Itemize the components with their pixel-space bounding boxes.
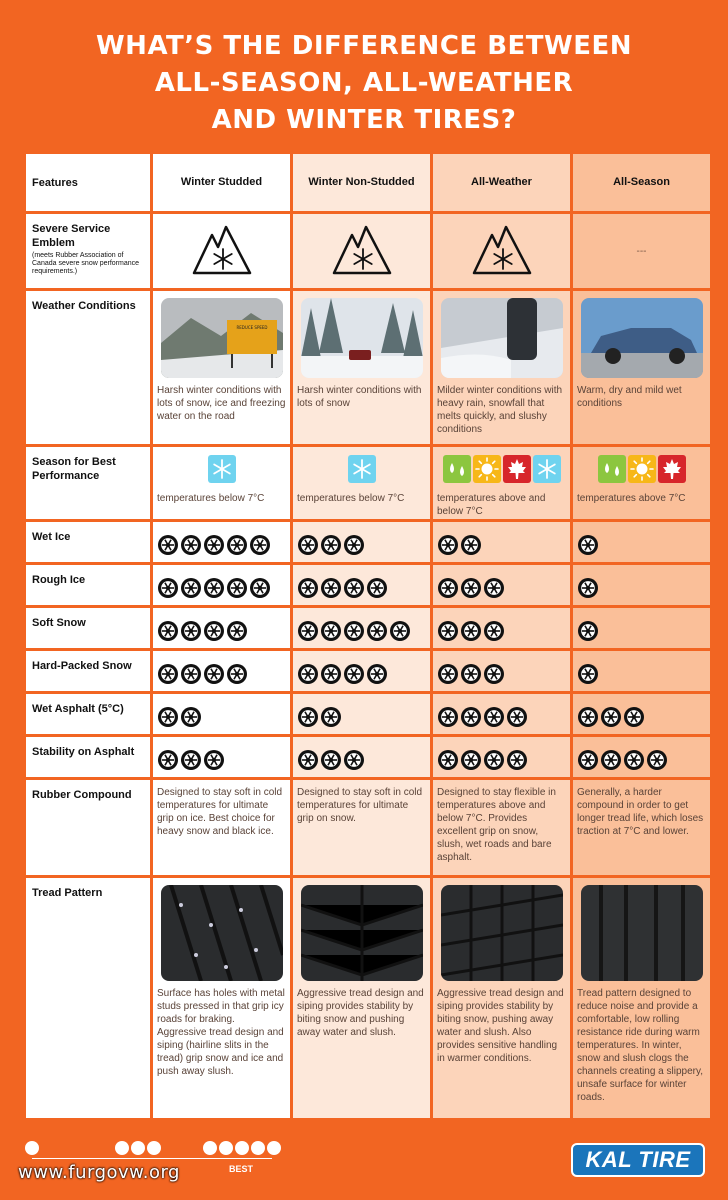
rating-c1 <box>153 737 290 777</box>
compound-c3: Designed to stay flexible in temperatures above and below 7°C. Provides excellent grip on snow, slush, wet roads and bare asphalt. <box>433 780 570 875</box>
kal-tire-logo: KAL TIRE <box>571 1143 705 1177</box>
tire-icon <box>437 663 459 685</box>
rating-row-wet-asphalt <box>26 694 710 734</box>
tire-icon <box>577 577 599 599</box>
snowy-highway-photo <box>161 298 283 378</box>
rating-c2 <box>293 651 430 691</box>
tire-icon <box>157 534 179 556</box>
tire-icon <box>600 706 622 728</box>
tire-icon <box>218 1140 234 1156</box>
weather-c2-text: Harsh winter conditions with lots of snow <box>297 385 422 409</box>
tire-icon <box>343 620 365 642</box>
rating-label: Soft Snow <box>26 608 150 648</box>
weather-c3 <box>433 291 570 444</box>
tire-icon <box>114 1140 130 1156</box>
tire-icon <box>180 706 202 728</box>
tread-c2-text: Aggressive tread design and siping provides stability by biting snow and pushing away water and slush. <box>297 988 424 1038</box>
legend-best-label: BEST <box>229 1164 254 1174</box>
wet-slush-tire-photo <box>441 298 563 378</box>
tire-icon <box>460 749 482 771</box>
tire-icon <box>437 706 459 728</box>
season-c1-text: temperatures below 7°C <box>157 493 265 504</box>
tire-icon <box>343 577 365 599</box>
weather-c4 <box>573 291 710 444</box>
rating-row-hard-packed-snow <box>26 651 710 691</box>
rating-c3 <box>433 565 570 605</box>
tire-icon <box>297 663 319 685</box>
rating-c2 <box>293 737 430 777</box>
compound-row <box>26 780 710 875</box>
tire-icon <box>460 577 482 599</box>
tire-icon <box>180 749 202 771</box>
maple-leaf-icon <box>658 455 686 483</box>
season-label: Season for Best Performance <box>26 447 150 519</box>
tire-icon <box>203 534 225 556</box>
header-winter-non-studded: Winter Non-Studded <box>293 154 430 211</box>
compound-label: Rubber Compound <box>26 780 150 875</box>
tire-icon <box>366 577 388 599</box>
weather-c1-text: Harsh winter conditions with lots of snow, ice and freezing water on the road <box>157 385 286 422</box>
season-row <box>26 447 710 519</box>
tire-icon <box>226 534 248 556</box>
weather-c1 <box>153 291 290 444</box>
tire-icon <box>623 749 645 771</box>
tread-row <box>26 878 710 1118</box>
weather-c4-text: Warm, dry and mild wet conditions <box>577 385 682 409</box>
tire-icon <box>297 620 319 642</box>
rating-c4 <box>573 737 710 777</box>
tire-icon <box>297 534 319 556</box>
tire-icon <box>320 706 342 728</box>
sun-icon <box>628 455 656 483</box>
tire-icon <box>297 706 319 728</box>
tread-label: Tread Pattern <box>26 878 150 1118</box>
tire-icon <box>577 706 599 728</box>
tire-icon <box>146 1140 162 1156</box>
blue-car-photo <box>581 298 703 378</box>
snowflake-icon <box>533 455 561 483</box>
tire-icon <box>646 749 668 771</box>
tire-icon <box>157 577 179 599</box>
rating-c3 <box>433 737 570 777</box>
tire-icon <box>157 749 179 771</box>
tire-icon <box>577 534 599 556</box>
tire-icon <box>249 534 271 556</box>
comparison-table <box>23 151 713 1121</box>
season-icons-c2 <box>297 455 426 483</box>
legend-tire-group <box>24 1140 40 1161</box>
tire-icon <box>483 663 505 685</box>
tire-icon <box>366 620 388 642</box>
rating-label: Stability on Asphalt <box>26 737 150 777</box>
rating-c4 <box>573 565 710 605</box>
rating-c3 <box>433 522 570 562</box>
tire-icon <box>437 534 459 556</box>
season-c4 <box>573 447 710 519</box>
maple-leaf-icon <box>503 455 531 483</box>
tire-icon <box>577 749 599 771</box>
tire-icon <box>249 577 271 599</box>
weather-row <box>26 291 710 444</box>
tire-icon <box>460 620 482 642</box>
tire-icon <box>266 1140 282 1156</box>
tire-icon <box>320 577 342 599</box>
tire-icon <box>234 1140 250 1156</box>
tire-icon <box>460 534 482 556</box>
tire-icon <box>577 620 599 642</box>
emblem-label-cell <box>26 214 150 288</box>
raindrops-icon <box>598 455 626 483</box>
emblem-row <box>26 214 710 288</box>
mountain-snowflake-icon <box>331 222 393 276</box>
tread-c2 <box>293 878 430 1118</box>
tire-icon <box>483 577 505 599</box>
weather-c3-text: Milder winter conditions with heavy rain, snowfall that melts quickly, and slushy conditions <box>437 385 563 435</box>
compound-c1: Designed to stay soft in cold temperatures for ultimate grip on ice. Best choice for heavy snow and black ice. <box>153 780 290 875</box>
rating-row-rough-ice <box>26 565 710 605</box>
season-c2 <box>293 447 430 519</box>
header-all-weather: All-Weather <box>433 154 570 211</box>
tire-icon <box>297 749 319 771</box>
emblem-label: Severe Service Emblem <box>32 223 111 249</box>
watermark: www.furgovw.org <box>18 1162 180 1183</box>
tire-icon <box>157 663 179 685</box>
tread-c1 <box>153 878 290 1118</box>
weather-label: Weather Conditions <box>26 291 150 444</box>
snowflake-icon <box>348 455 376 483</box>
tread-c4-text: Tread pattern designed to reduce noise and provide a comfortable, low rolling resistance ride during warm temperatures. In winter, snow and slush clogs the channels creating a slippery, unsafe surface for winter roads. <box>577 988 703 1103</box>
tire-icon <box>483 706 505 728</box>
legend-tire-group <box>114 1140 162 1161</box>
tire-icon <box>202 1140 218 1156</box>
emblem-c4: --- <box>573 214 710 288</box>
tire-icon <box>343 534 365 556</box>
season-icons-c3 <box>437 455 566 483</box>
rating-c4 <box>573 694 710 734</box>
tire-icon <box>226 577 248 599</box>
compound-c4: Generally, a harder compound in order to get longer tread life, which loses traction at 7°C and lower. <box>573 780 710 875</box>
infographic-title <box>0 28 728 139</box>
tire-icon <box>483 749 505 771</box>
season-icons-c4 <box>577 455 706 483</box>
legend-tire-group <box>202 1140 282 1161</box>
tire-icon <box>203 663 225 685</box>
header-row <box>26 154 710 211</box>
rating-row-stability-on-asphalt <box>26 737 710 777</box>
tire-icon <box>180 620 202 642</box>
rating-label: Hard-Packed Snow <box>26 651 150 691</box>
season-c2-text: temperatures below 7°C <box>297 493 405 504</box>
rating-c1 <box>153 522 290 562</box>
tire-icon <box>506 749 528 771</box>
rating-row-soft-snow <box>26 608 710 648</box>
tire-icon <box>180 577 202 599</box>
tire-icon <box>483 620 505 642</box>
tire-icon <box>203 749 225 771</box>
season-icons-c1 <box>157 455 286 483</box>
sign-text: REDUCE SPEED <box>236 325 267 330</box>
rating-c2 <box>293 694 430 734</box>
rating-c3 <box>433 608 570 648</box>
tire-icon <box>180 534 202 556</box>
season-c1 <box>153 447 290 519</box>
rating-c2 <box>293 522 430 562</box>
tread-c3-text: Aggressive tread design and siping provides stability by biting snow, pushing away water and slush. Also provides sensitive handling in warmer conditions. <box>437 988 564 1064</box>
tire-icon <box>437 620 459 642</box>
tire-icon <box>157 620 179 642</box>
title-line-3: AND WINTER TIRES? <box>211 105 517 135</box>
tire-icon <box>460 706 482 728</box>
tire-icon <box>600 749 622 771</box>
rating-label: Wet Asphalt (5°C) <box>26 694 150 734</box>
title-line-1: WHAT’S THE DIFFERENCE BETWEEN <box>96 31 632 61</box>
tire-icon <box>250 1140 266 1156</box>
rating-c3 <box>433 651 570 691</box>
studded-tread-photo <box>161 885 283 981</box>
rating-c2 <box>293 565 430 605</box>
header-all-season: All-Season <box>573 154 710 211</box>
rating-label: Wet Ice <box>26 522 150 562</box>
rating-row-wet-ice <box>26 522 710 562</box>
tire-icon <box>460 663 482 685</box>
tire-icon <box>297 577 319 599</box>
mountain-snowflake-icon <box>191 222 253 276</box>
tire-icon <box>320 663 342 685</box>
tire-icon <box>320 534 342 556</box>
rating-c1 <box>153 694 290 734</box>
tire-icon <box>389 620 411 642</box>
raindrops-icon <box>443 455 471 483</box>
emblem-sublabel: (meets Rubber Association of Canada severe snow performance requirements.) <box>32 252 140 275</box>
tire-icon <box>320 620 342 642</box>
rating-c2 <box>293 608 430 648</box>
rating-c1 <box>153 565 290 605</box>
tire-icon <box>437 577 459 599</box>
tire-icon <box>366 663 388 685</box>
tread-c3 <box>433 878 570 1118</box>
season-c3-text: temperatures above and below 7°C <box>437 493 546 517</box>
tire-icon <box>180 663 202 685</box>
tread-c4 <box>573 878 710 1118</box>
emblem-c2 <box>293 214 430 288</box>
rating-c1 <box>153 608 290 648</box>
header-winter-studded: Winter Studded <box>153 154 290 211</box>
tire-icon <box>506 706 528 728</box>
tire-icon <box>343 749 365 771</box>
tire-icon <box>157 706 179 728</box>
tire-icon <box>320 749 342 771</box>
tire-icon <box>343 663 365 685</box>
rating-c4 <box>573 522 710 562</box>
weather-c2 <box>293 291 430 444</box>
tread-c1-text: Surface has holes with metal studs pressed in that grip icy roads for braking. Aggressive tread design and siping (hairline slits in the tread) grip snow and ice and push away slush. <box>157 988 285 1077</box>
tire-icon <box>24 1140 40 1156</box>
tire-icon <box>130 1140 146 1156</box>
compound-c2: Designed to stay soft in cold temperatures for ultimate grip on snow. <box>293 780 430 875</box>
header-features: Features <box>26 154 150 211</box>
emblem-c3 <box>433 214 570 288</box>
sun-icon <box>473 455 501 483</box>
tire-icon <box>226 620 248 642</box>
rating-c3 <box>433 694 570 734</box>
mountain-snowflake-icon <box>471 222 533 276</box>
tire-icon <box>203 620 225 642</box>
season-c3 <box>433 447 570 519</box>
season-c4-text: temperatures above 7°C <box>577 493 686 504</box>
snowflake-icon <box>208 455 236 483</box>
rating-c1 <box>153 651 290 691</box>
tire-icon <box>203 577 225 599</box>
rating-c4 <box>573 608 710 648</box>
tire-icon <box>437 749 459 771</box>
rating-c4 <box>573 651 710 691</box>
all-weather-tread-photo <box>441 885 563 981</box>
rating-label: Rough Ice <box>26 565 150 605</box>
snowy-forest-road-photo <box>301 298 423 378</box>
all-season-tread-photo <box>581 885 703 981</box>
title-line-2: ALL-SEASON, ALL-WEATHER <box>154 68 574 98</box>
tire-icon <box>577 663 599 685</box>
tire-icon <box>226 663 248 685</box>
non-studded-tread-photo <box>301 885 423 981</box>
emblem-c1 <box>153 214 290 288</box>
tire-icon <box>623 706 645 728</box>
